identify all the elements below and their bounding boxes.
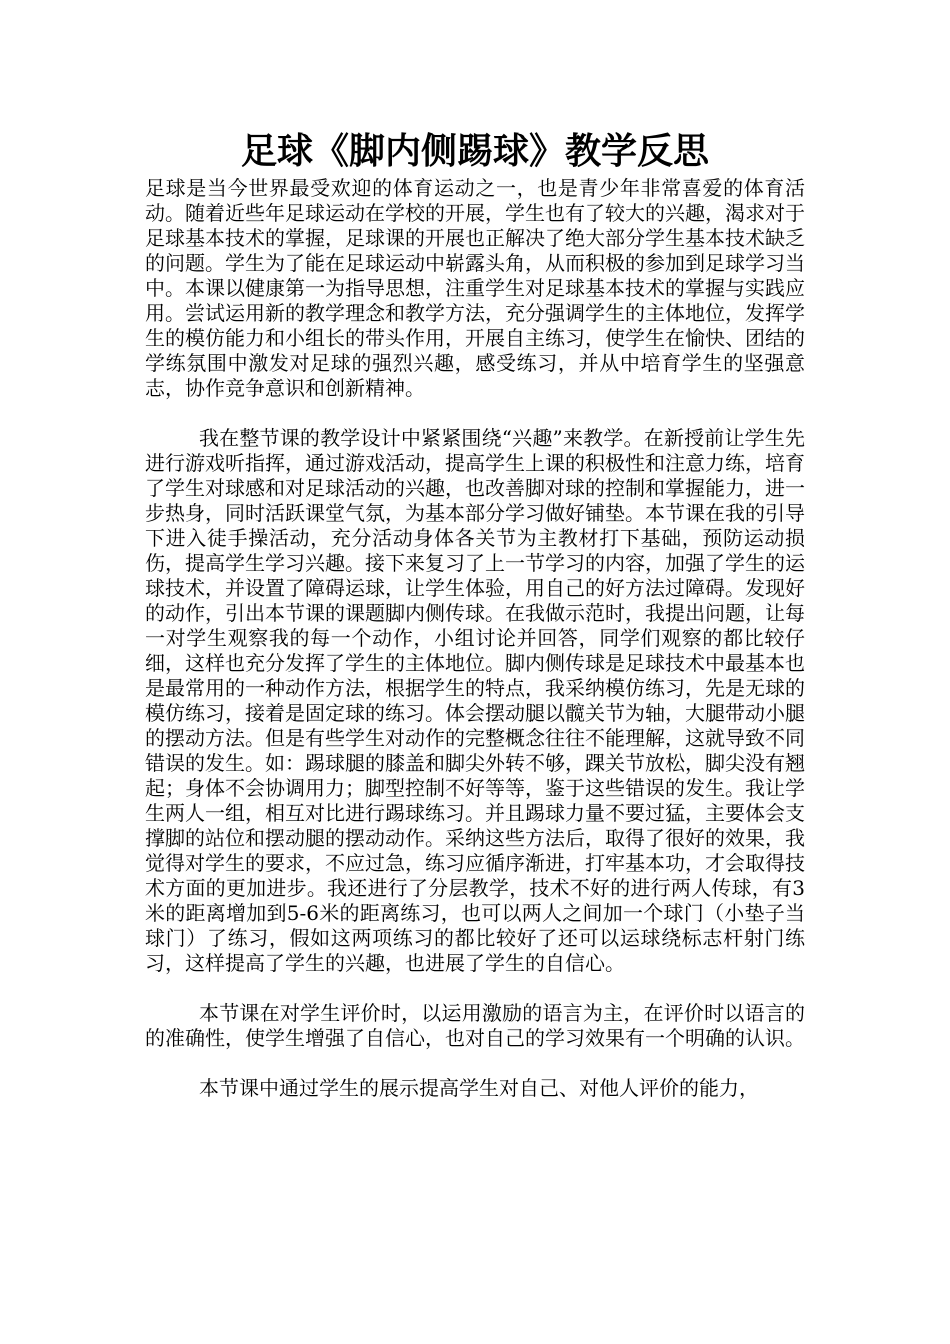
document-body (145, 176, 805, 1126)
paragraph-teaching-design: 我在整节课的教学设计中紧紧围绕“兴趣”来教学。在新授前让学生先进行游戏听指挥，通过游戏活动，提高学生上课的积极性和注意力练，培育了学生对球感和对足球活动的兴趣，也改善脚对球的控制和掌握能力，进一步热身，同时活跃课堂气氛，为基本部分学习做好铺垫。本节课在我的引导下进入徒手操活动，充分活动身体各关节为主教材打下基础，预防运动损伤，提高学生学习兴趣。接下来复习了上一节学习的内容，加强了学生的运球技术，并设置了障碍运球，让学生体验，用自己的好方法过障碍。发现好的动作，引出本节课的课题脚内侧传球。在我做示范时，我提出问题，让每一对学生观察我的每一个动作，小组讨论并回答，同学们观察的都比较仔细，这样也充分发挥了学生的主体地位。脚内侧传球是足球技术中最基本也是最常用的一种动作方法，根据学生的特点，我采纳模仿练习，先是无球的模仿练习，接着是固定球的练习。体会摆动腿以髋关节为轴，大腿带动小腿的摆动方法。但是有些学生对动作的完整概念往往不能理解，这就导致不同错误的发生。如：踢球腿的膝盖和脚尖外转不够，踝关节放松，脚尖没有翘起；身体不会协调用力；脚型控制不好等等，鉴于这些错误的发生。我让学生两人一组，相互对比进行踢球练习。并且踢球力量不要过猛，主要体会支撑脚的站位和摆动腿的摆动动作。采纳这些方法后，取得了很好的效果，我觉得对学生的要求，不应过急，练习应循序渐进，打牢基本功，才会取得技术方面的更加进步。我还进行了分层教学，技术不好的进行两人传球，有3米的距离增加到5-6米的距离练习，也可以两人之间加一个球门（小垫子当球门）了练习，假如这两项练习的都比较好了还可以运球绕标志杆射门练习，这样提高了学生的兴趣，也进展了学生的自信心。 (145, 426, 805, 975)
paragraph-intro: 足球是当今世界最受欢迎的体育运动之一，也是青少年非常喜爱的体育活动。随着近些年足球运动在学校的开展，学生也有了较大的兴趣，渴求对于足球基本技术的掌握，足球课的开展也正解决了绝大部分学生基本技术缺乏的问题。学生为了能在足球运动中崭露头角，从而积极的参加到足球学习当中。本课以健康第一为指导思想，注重学生对足球基本技术的掌握与实践应用。尝试运用新的教学理念和教学方法，充分强调学生的主体地位，发挥学生的模仿能力和小组长的带头作用，开展自主练习，使学生在愉快、团结的学练氛围中激发对足球的强烈兴趣，感受练习，并从中培育学生的坚强意志，协作竞争意识和创新精神。 (145, 176, 805, 400)
paragraph-evaluation: 本节课在对学生评价时，以运用激励的语言为主，在评价时以语言的的准确性，使学生增强了自信心，也对自己的学习效果有一个明确的认识。 (145, 1001, 805, 1050)
paragraph-display: 本节课中通过学生的展示提高学生对自己、对他人评价的能力， (199, 1076, 759, 1100)
document-title: 足球《脚内侧踢球》教学反思 (240, 130, 709, 172)
